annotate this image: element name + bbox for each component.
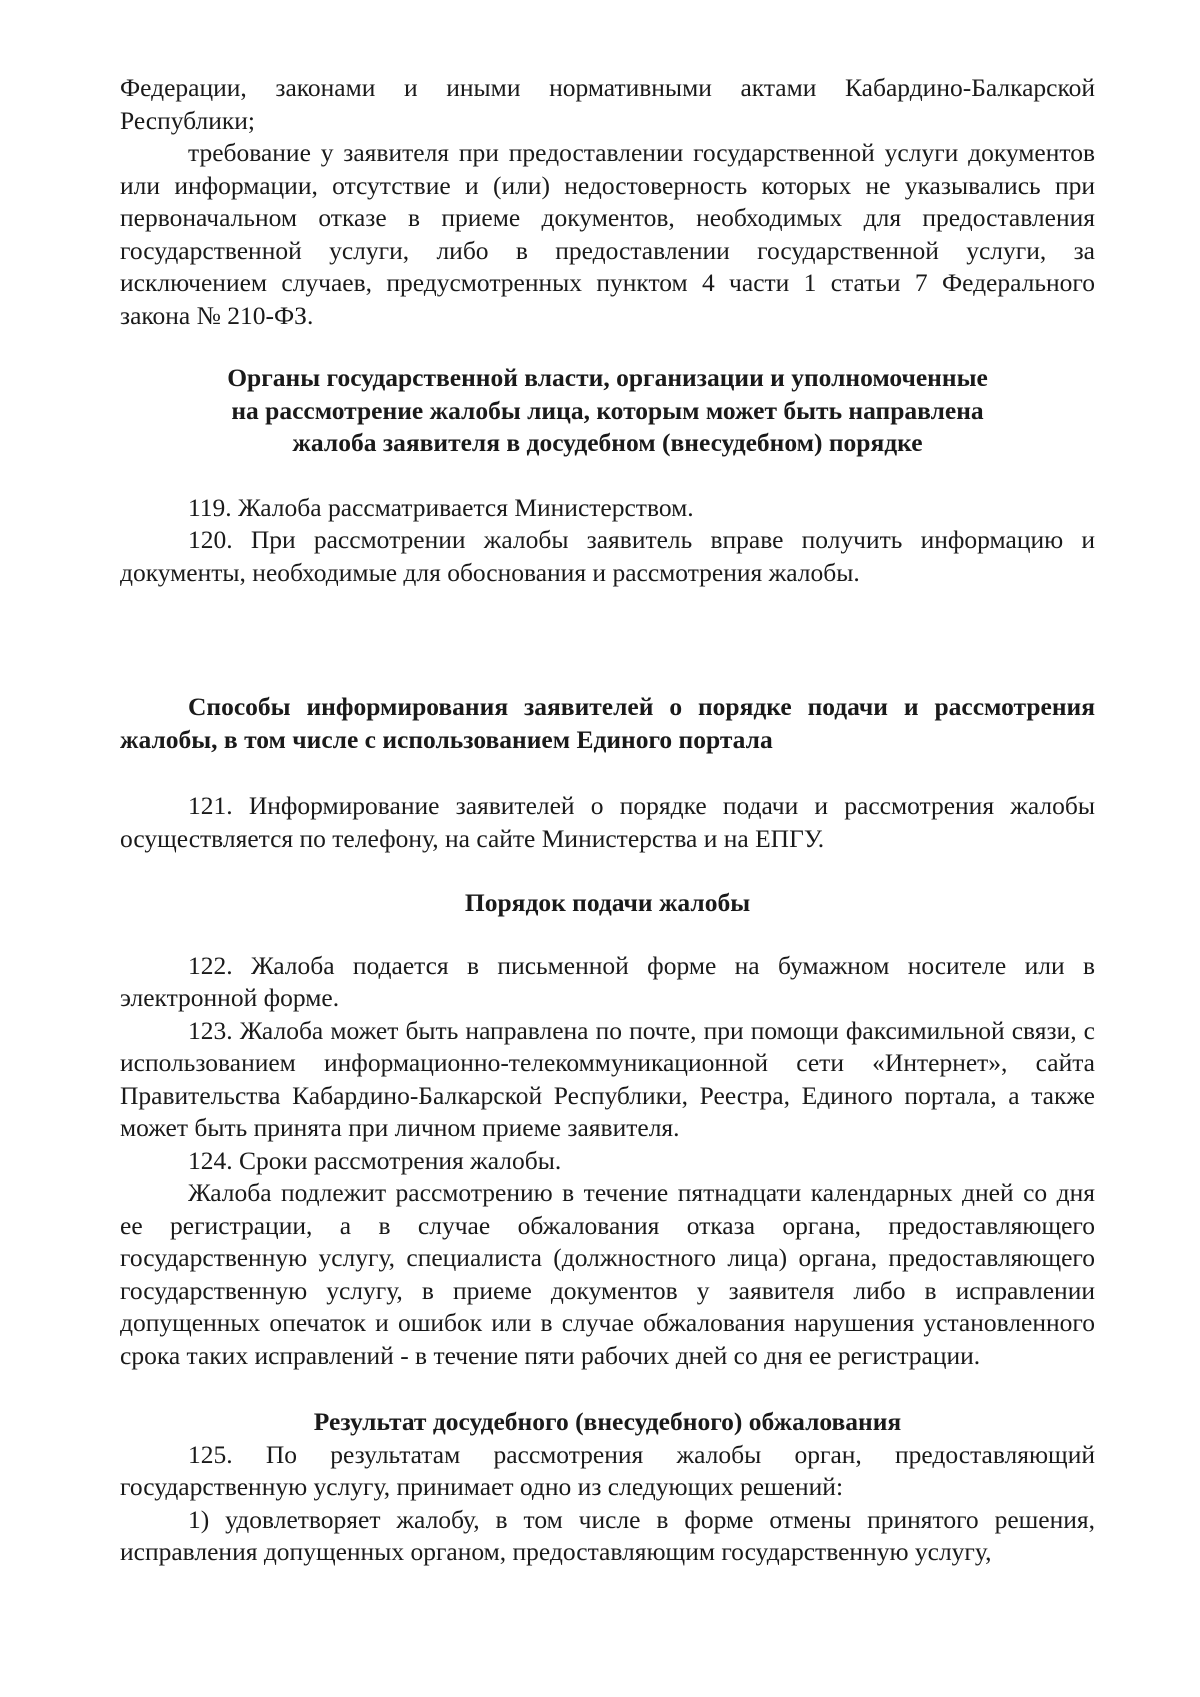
heading-filing-procedure: Порядок подачи жалобы bbox=[464, 888, 751, 917]
heading-line: жалоба заявителя в досудебном (внесудебном) порядке bbox=[292, 428, 923, 457]
paragraph-requirement: требование у заявителя при предоставлении государственной услуги документов или информации, отсутствие и (или) недостоверность которых не указывались при первоначальном отказе в приеме документов, необходимых для предоставления государственной услуги, либо в предоставлении государственной услуги, за исключением случаев, предусмотренных пунктом 4 части 1 статьи 7 Федерального закона № 210-ФЗ. bbox=[120, 138, 1095, 330]
paragraph-119: 119. Жалоба рассматривается Министерством. bbox=[188, 492, 694, 522]
paragraph-122: 122. Жалоба подается в письменной форме на бумажном носителе или в электронной форме. bbox=[120, 950, 1095, 1012]
paragraph-continuation: Федерации, законами и иными нормативными актами Кабардино-Балкарской Республики; bbox=[120, 73, 1095, 135]
paragraph-review-terms: Жалоба подлежит рассмотрению в течение пятнадцати календарных дней со дня ее регистрации, а в случае обжалования отказа органа, предоставляющего государственную услугу, специалиста (должностного лица) органа, предоставляющего государственную услугу, в приеме документов у заявителя либо в исправлении допущенных опечаток и ошибок или в случае обжалования нарушения установленного срока таких исправлений - в течение пяти рабочих дней со дня ее регистрации. bbox=[120, 1178, 1095, 1370]
paragraph-123: 123. Жалоба может быть направлена по почте, при помощи факсимильной связи, с использованием информационно-телекоммуникационной сети «Интернет», сайта Правительства Кабардино-Балкарской Республики, Реестра, Единого портала, а также может быть принята при личном приеме заявителя. bbox=[120, 1015, 1095, 1142]
heading-line: на рассмотрение жалобы лица, которым может быть направлена bbox=[231, 395, 984, 425]
paragraph-125-item-1: 1) удовлетворяет жалобу, в том числе в форме отмены принятого решения, исправления допущенных органом, предоставляющим государственную услугу, bbox=[120, 1504, 1095, 1566]
paragraph-124: 124. Сроки рассмотрения жалобы. bbox=[188, 1145, 562, 1175]
paragraph-120: 120. При рассмотрении жалобы заявитель вправе получить информацию и документы, необходимые для обоснования и рассмотрения жалобы. bbox=[120, 525, 1095, 587]
heading-informing-methods: Способы информирования заявителей о порядке подачи и рассмотрения жалобы, в том числе с использованием Единого портала bbox=[120, 692, 1095, 754]
heading-complaint-authorities bbox=[120, 362, 1095, 460]
document-page bbox=[120, 72, 1095, 1569]
heading-appeal-result: Результат досудебного (внесудебного) обжалования bbox=[313, 1407, 902, 1436]
heading-line: Органы государственной власти, организации и уполномоченные bbox=[227, 363, 988, 392]
paragraph-121: 121. Информирование заявителей о порядке подачи и рассмотрения жалобы осуществляется по телефону, на сайте Министерства и на ЕПГУ. bbox=[120, 791, 1095, 853]
paragraph-125: 125. По результатам рассмотрения жалобы орган, предоставляющий государственную услугу, принимает одно из следующих решений: bbox=[120, 1439, 1095, 1501]
